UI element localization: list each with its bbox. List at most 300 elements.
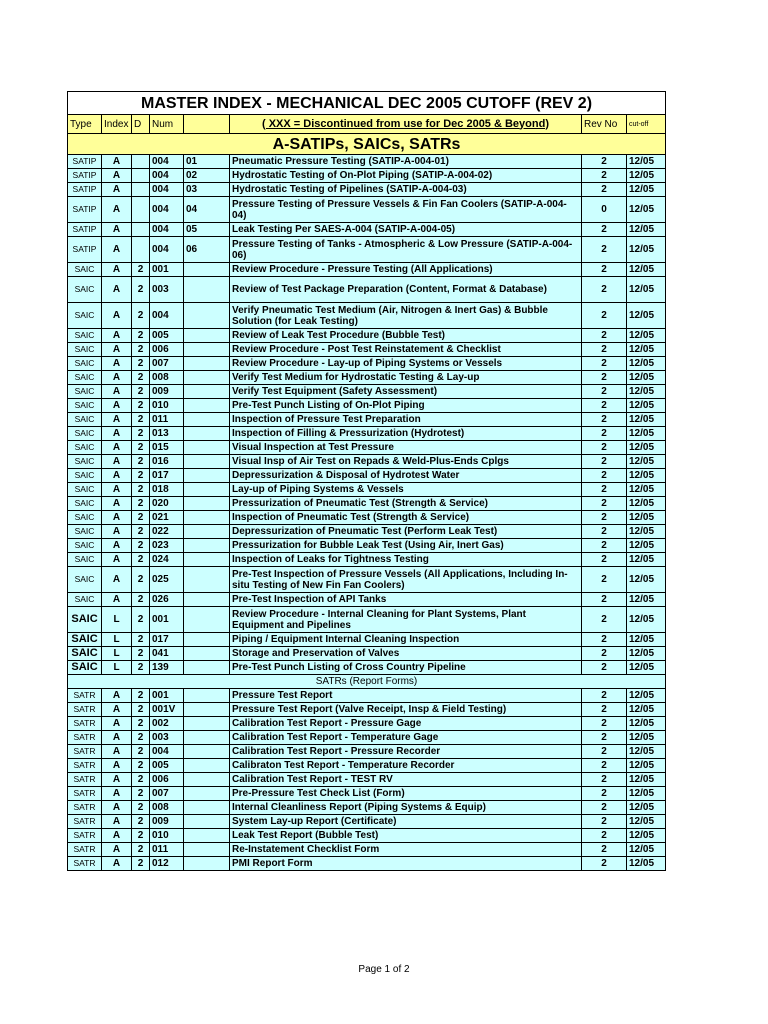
row-cutoff: 12/05 xyxy=(627,745,666,759)
row-cutoff: 12/05 xyxy=(627,829,666,843)
row-num: 004 xyxy=(150,197,184,223)
section-row xyxy=(68,134,666,155)
row-type: SAIC xyxy=(68,661,102,675)
row-rev: 2 xyxy=(582,497,627,511)
table-row xyxy=(68,759,666,773)
row-d: 2 xyxy=(132,633,150,647)
row-rev: 2 xyxy=(582,263,627,277)
row-d: 2 xyxy=(132,689,150,703)
row-d: 2 xyxy=(132,607,150,633)
row-type: SATR xyxy=(68,717,102,731)
row-rev: 2 xyxy=(582,567,627,593)
row-cutoff: 12/05 xyxy=(627,539,666,553)
table-row xyxy=(68,567,666,593)
row-num: 017 xyxy=(150,633,184,647)
row-rev: 2 xyxy=(582,703,627,717)
row-type: SAIC xyxy=(68,511,102,525)
row-d: 2 xyxy=(132,497,150,511)
row-type: SATIP xyxy=(68,169,102,183)
row-cutoff: 12/05 xyxy=(627,427,666,441)
row-index: A xyxy=(102,759,132,773)
row-index: L xyxy=(102,661,132,675)
header-d: D xyxy=(132,115,150,134)
row-sub xyxy=(184,413,230,427)
table-row xyxy=(68,303,666,329)
row-num: 013 xyxy=(150,427,184,441)
row-rev: 2 xyxy=(582,441,627,455)
row-description: Inspection of Pressure Test Preparation xyxy=(230,413,582,427)
row-rev: 2 xyxy=(582,427,627,441)
row-description: Visual Insp of Air Test on Repads & Weld-Plus-Ends Cplgs xyxy=(230,455,582,469)
row-type: SAIC xyxy=(68,441,102,455)
row-sub xyxy=(184,385,230,399)
row-num: 009 xyxy=(150,385,184,399)
row-type: SATR xyxy=(68,829,102,843)
row-num: 001V xyxy=(150,703,184,717)
row-index: A xyxy=(102,497,132,511)
row-description: Calibration Test Report - TEST RV xyxy=(230,773,582,787)
row-cutoff: 12/05 xyxy=(627,633,666,647)
header-rev: Rev No xyxy=(582,115,627,134)
row-sub xyxy=(184,607,230,633)
row-d: 2 xyxy=(132,263,150,277)
row-sub: 05 xyxy=(184,223,230,237)
row-index: A xyxy=(102,155,132,169)
row-type: SAIC xyxy=(68,263,102,277)
row-cutoff: 12/05 xyxy=(627,371,666,385)
row-rev: 2 xyxy=(582,689,627,703)
row-description: Pneumatic Pressure Testing (SATIP-A-004-01) xyxy=(230,155,582,169)
row-rev: 2 xyxy=(582,303,627,329)
row-num: 005 xyxy=(150,759,184,773)
row-sub xyxy=(184,647,230,661)
row-num: 004 xyxy=(150,183,184,197)
row-type: SAIC xyxy=(68,329,102,343)
row-d: 2 xyxy=(132,745,150,759)
row-description: Inspection of Leaks for Tightness Testing xyxy=(230,553,582,567)
row-rev: 2 xyxy=(582,413,627,427)
row-d: 2 xyxy=(132,385,150,399)
row-d: 2 xyxy=(132,525,150,539)
row-sub xyxy=(184,497,230,511)
row-index: A xyxy=(102,441,132,455)
row-d: 2 xyxy=(132,703,150,717)
row-d: 2 xyxy=(132,843,150,857)
row-sub xyxy=(184,455,230,469)
table-row xyxy=(68,427,666,441)
row-type: SAIC xyxy=(68,385,102,399)
row-sub xyxy=(184,689,230,703)
row-type: SATR xyxy=(68,801,102,815)
header-type: Type xyxy=(68,115,102,134)
row-type: SATR xyxy=(68,857,102,871)
row-description: Review Procedure - Pressure Testing (All Applications) xyxy=(230,263,582,277)
row-index: A xyxy=(102,303,132,329)
row-type: SAIC xyxy=(68,553,102,567)
row-num: 026 xyxy=(150,593,184,607)
row-cutoff: 12/05 xyxy=(627,593,666,607)
row-num: 006 xyxy=(150,343,184,357)
row-num: 017 xyxy=(150,469,184,483)
master-index-table xyxy=(67,91,666,871)
row-description: Hydrostatic Testing of Pipelines (SATIP-A-004-03) xyxy=(230,183,582,197)
row-cutoff: 12/05 xyxy=(627,263,666,277)
row-num: 010 xyxy=(150,829,184,843)
row-description: Hydrostatic Testing of On-Plot Piping (SATIP-A-004-02) xyxy=(230,169,582,183)
row-cutoff: 12/05 xyxy=(627,469,666,483)
page-footer: Page 1 of 2 xyxy=(358,964,410,975)
row-sub xyxy=(184,343,230,357)
row-description: Leak Test Report (Bubble Test) xyxy=(230,829,582,843)
table-row xyxy=(68,703,666,717)
row-sub xyxy=(184,525,230,539)
row-cutoff: 12/05 xyxy=(627,525,666,539)
row-index: A xyxy=(102,413,132,427)
row-index: A xyxy=(102,183,132,197)
row-sub: 04 xyxy=(184,197,230,223)
row-d: 2 xyxy=(132,539,150,553)
row-index: A xyxy=(102,745,132,759)
row-sub xyxy=(184,539,230,553)
row-d: 2 xyxy=(132,647,150,661)
row-type: SAIC xyxy=(68,277,102,303)
table-row xyxy=(68,745,666,759)
row-index: A xyxy=(102,815,132,829)
row-cutoff: 12/05 xyxy=(627,497,666,511)
row-description: Pre-Test Inspection of Pressure Vessels (All Applications, Including In-situ Testing of New Fin Fan Coolers) xyxy=(230,567,582,593)
row-description: Review Procedure - Internal Cleaning for Plant Systems, Plant Equipment and Pipelines xyxy=(230,607,582,633)
row-sub xyxy=(184,703,230,717)
row-d: 2 xyxy=(132,441,150,455)
row-rev: 2 xyxy=(582,371,627,385)
table-row xyxy=(68,343,666,357)
row-cutoff: 12/05 xyxy=(627,857,666,871)
row-description: Depressurization & Disposal of Hydrotest Water xyxy=(230,469,582,483)
row-cutoff: 12/05 xyxy=(627,801,666,815)
row-sub xyxy=(184,277,230,303)
table-row xyxy=(68,829,666,843)
row-d xyxy=(132,237,150,263)
row-description: Calibration Test Report - Pressure Gage xyxy=(230,717,582,731)
row-d: 2 xyxy=(132,759,150,773)
row-d: 2 xyxy=(132,343,150,357)
row-num: 001 xyxy=(150,689,184,703)
row-sub xyxy=(184,399,230,413)
row-num: 011 xyxy=(150,843,184,857)
row-cutoff: 12/05 xyxy=(627,343,666,357)
row-d: 2 xyxy=(132,731,150,745)
row-d: 2 xyxy=(132,371,150,385)
row-rev: 2 xyxy=(582,399,627,413)
row-cutoff: 12/05 xyxy=(627,703,666,717)
row-sub xyxy=(184,511,230,525)
row-cutoff: 12/05 xyxy=(627,169,666,183)
row-sub: 03 xyxy=(184,183,230,197)
row-num: 004 xyxy=(150,155,184,169)
row-type: SATR xyxy=(68,787,102,801)
row-description: Verify Test Equipment (Safety Assessment) xyxy=(230,385,582,399)
row-num: 003 xyxy=(150,277,184,303)
table-row xyxy=(68,511,666,525)
subsection-title: SATRs (Report Forms) xyxy=(68,675,666,689)
row-d: 2 xyxy=(132,773,150,787)
row-num: 004 xyxy=(150,303,184,329)
row-cutoff: 12/05 xyxy=(627,197,666,223)
row-cutoff: 12/05 xyxy=(627,717,666,731)
row-rev: 2 xyxy=(582,169,627,183)
row-cutoff: 12/05 xyxy=(627,455,666,469)
row-sub xyxy=(184,745,230,759)
row-num: 003 xyxy=(150,731,184,745)
row-description: Pre-Pressure Test Check List (Form) xyxy=(230,787,582,801)
table-row xyxy=(68,689,666,703)
table-row xyxy=(68,773,666,787)
row-sub xyxy=(184,441,230,455)
table-row xyxy=(68,607,666,633)
row-index: A xyxy=(102,703,132,717)
row-sub xyxy=(184,787,230,801)
row-num: 021 xyxy=(150,511,184,525)
row-type: SATR xyxy=(68,759,102,773)
row-description: Verify Test Medium for Hydrostatic Testing & Lay-up xyxy=(230,371,582,385)
row-index: A xyxy=(102,427,132,441)
row-num: 008 xyxy=(150,371,184,385)
row-index: A xyxy=(102,801,132,815)
row-type: SAIC xyxy=(68,497,102,511)
row-rev: 2 xyxy=(582,183,627,197)
row-index: A xyxy=(102,857,132,871)
row-cutoff: 12/05 xyxy=(627,773,666,787)
row-cutoff: 12/05 xyxy=(627,155,666,169)
row-d xyxy=(132,183,150,197)
row-rev: 2 xyxy=(582,801,627,815)
row-type: SATR xyxy=(68,745,102,759)
row-d xyxy=(132,169,150,183)
row-description: Depressurization of Pneumatic Test (Perform Leak Test) xyxy=(230,525,582,539)
row-index: A xyxy=(102,469,132,483)
row-d: 2 xyxy=(132,483,150,497)
row-num: 001 xyxy=(150,607,184,633)
row-description: Pressure Test Report (Valve Receipt, Insp & Field Testing) xyxy=(230,703,582,717)
table-row xyxy=(68,731,666,745)
table-row xyxy=(68,787,666,801)
row-num: 004 xyxy=(150,745,184,759)
row-sub: 06 xyxy=(184,237,230,263)
row-cutoff: 12/05 xyxy=(627,661,666,675)
table-row xyxy=(68,469,666,483)
row-num: 004 xyxy=(150,169,184,183)
row-sub xyxy=(184,329,230,343)
row-index: A xyxy=(102,483,132,497)
row-type: SATR xyxy=(68,815,102,829)
table-row xyxy=(68,155,666,169)
row-cutoff: 12/05 xyxy=(627,303,666,329)
row-cutoff: 12/05 xyxy=(627,413,666,427)
row-sub xyxy=(184,717,230,731)
row-index: A xyxy=(102,539,132,553)
row-d: 2 xyxy=(132,553,150,567)
row-num: 024 xyxy=(150,553,184,567)
row-rev: 2 xyxy=(582,759,627,773)
row-type: SATIP xyxy=(68,197,102,223)
row-sub xyxy=(184,263,230,277)
row-d: 2 xyxy=(132,593,150,607)
row-index: A xyxy=(102,593,132,607)
row-num: 011 xyxy=(150,413,184,427)
table-row xyxy=(68,483,666,497)
table-row xyxy=(68,371,666,385)
row-rev: 2 xyxy=(582,469,627,483)
table-row xyxy=(68,539,666,553)
row-cutoff: 12/05 xyxy=(627,385,666,399)
row-index: A xyxy=(102,385,132,399)
row-cutoff: 12/05 xyxy=(627,223,666,237)
row-sub xyxy=(184,483,230,497)
table-row xyxy=(68,857,666,871)
row-rev: 2 xyxy=(582,843,627,857)
row-d: 2 xyxy=(132,857,150,871)
row-sub xyxy=(184,801,230,815)
row-index: A xyxy=(102,511,132,525)
row-num: 007 xyxy=(150,357,184,371)
row-sub xyxy=(184,815,230,829)
row-cutoff: 12/05 xyxy=(627,357,666,371)
row-description: Leak Testing Per SAES-A-004 (SATIP-A-004-05) xyxy=(230,223,582,237)
row-rev: 2 xyxy=(582,857,627,871)
row-type: SAIC xyxy=(68,539,102,553)
row-num: 012 xyxy=(150,857,184,871)
row-cutoff: 12/05 xyxy=(627,277,666,303)
row-cutoff: 12/05 xyxy=(627,731,666,745)
row-cutoff: 12/05 xyxy=(627,483,666,497)
subsection-row xyxy=(68,675,666,689)
row-rev: 2 xyxy=(582,773,627,787)
table-row xyxy=(68,815,666,829)
section-title: A-SATIPs, SAICs, SATRs xyxy=(68,134,666,155)
row-d: 2 xyxy=(132,469,150,483)
table-row xyxy=(68,169,666,183)
row-rev: 2 xyxy=(582,815,627,829)
row-d: 2 xyxy=(132,829,150,843)
table-row xyxy=(68,399,666,413)
row-description: Pre-Test Punch Listing of Cross Country Pipeline xyxy=(230,661,582,675)
row-index: A xyxy=(102,455,132,469)
row-rev: 2 xyxy=(582,553,627,567)
row-num: 010 xyxy=(150,399,184,413)
row-sub xyxy=(184,633,230,647)
row-rev: 2 xyxy=(582,223,627,237)
row-sub xyxy=(184,553,230,567)
header-num: Num xyxy=(150,115,184,134)
row-description: Pressurization of Pneumatic Test (Strength & Service) xyxy=(230,497,582,511)
row-sub xyxy=(184,829,230,843)
row-rev: 2 xyxy=(582,511,627,525)
row-type: SAIC xyxy=(68,413,102,427)
row-rev: 2 xyxy=(582,385,627,399)
header-cutoff: cut-off xyxy=(627,115,666,134)
row-type: SATR xyxy=(68,731,102,745)
row-sub xyxy=(184,759,230,773)
row-index: A xyxy=(102,773,132,787)
row-type: SAIC xyxy=(68,343,102,357)
row-type: SAIC xyxy=(68,455,102,469)
header-row xyxy=(68,115,666,134)
table-row xyxy=(68,277,666,303)
row-num: 020 xyxy=(150,497,184,511)
row-description: Review of Leak Test Procedure (Bubble Test) xyxy=(230,329,582,343)
row-index: A xyxy=(102,717,132,731)
row-type: SAIC xyxy=(68,633,102,647)
row-d: 2 xyxy=(132,717,150,731)
notice-text: ( XXX = Discontinued from use for Dec 2005 & Beyond) xyxy=(262,117,549,130)
row-rev: 2 xyxy=(582,329,627,343)
row-num: 008 xyxy=(150,801,184,815)
row-sub xyxy=(184,857,230,871)
header-index: Index xyxy=(102,115,132,134)
table-row xyxy=(68,197,666,223)
row-sub xyxy=(184,357,230,371)
row-type: SATR xyxy=(68,703,102,717)
row-cutoff: 12/05 xyxy=(627,553,666,567)
row-rev: 2 xyxy=(582,829,627,843)
row-description: Pressurization for Bubble Leak Test (Using Air, Inert Gas) xyxy=(230,539,582,553)
row-num: 025 xyxy=(150,567,184,593)
row-num: 022 xyxy=(150,525,184,539)
table-row xyxy=(68,263,666,277)
row-d: 2 xyxy=(132,413,150,427)
row-d: 2 xyxy=(132,567,150,593)
row-d: 2 xyxy=(132,399,150,413)
title-row xyxy=(68,92,666,115)
row-type: SAIC xyxy=(68,593,102,607)
row-index: A xyxy=(102,263,132,277)
table-row xyxy=(68,329,666,343)
row-num: 007 xyxy=(150,787,184,801)
row-cutoff: 12/05 xyxy=(627,689,666,703)
row-d: 2 xyxy=(132,661,150,675)
row-cutoff: 12/05 xyxy=(627,441,666,455)
table-row xyxy=(68,647,666,661)
row-description: Inspection of Pneumatic Test (Strength & Service) xyxy=(230,511,582,525)
row-rev: 2 xyxy=(582,731,627,745)
row-description: Verify Pneumatic Test Medium (Air, Nitrogen & Inert Gas) & Bubble Solution (for Leak Testing) xyxy=(230,303,582,329)
row-type: SAIC xyxy=(68,399,102,413)
row-sub xyxy=(184,661,230,675)
row-d: 2 xyxy=(132,277,150,303)
row-d: 2 xyxy=(132,455,150,469)
row-d: 2 xyxy=(132,357,150,371)
row-description: Pressure Testing of Pressure Vessels & Fin Fan Coolers (SATIP-A-004-04) xyxy=(230,197,582,223)
row-cutoff: 12/05 xyxy=(627,329,666,343)
row-description: Pre-Test Punch Listing of On-Plot Piping xyxy=(230,399,582,413)
row-rev: 2 xyxy=(582,155,627,169)
row-cutoff: 12/05 xyxy=(627,183,666,197)
row-type: SATIP xyxy=(68,223,102,237)
row-num: 004 xyxy=(150,223,184,237)
row-sub xyxy=(184,371,230,385)
row-type: SATIP xyxy=(68,237,102,263)
row-sub xyxy=(184,469,230,483)
row-index: A xyxy=(102,567,132,593)
row-description: Lay-up of Piping Systems & Vessels xyxy=(230,483,582,497)
table-row xyxy=(68,357,666,371)
row-rev: 2 xyxy=(582,237,627,263)
row-d: 2 xyxy=(132,329,150,343)
row-description: Storage and Preservation of Valves xyxy=(230,647,582,661)
row-type: SAIC xyxy=(68,357,102,371)
row-num: 006 xyxy=(150,773,184,787)
row-index: A xyxy=(102,343,132,357)
